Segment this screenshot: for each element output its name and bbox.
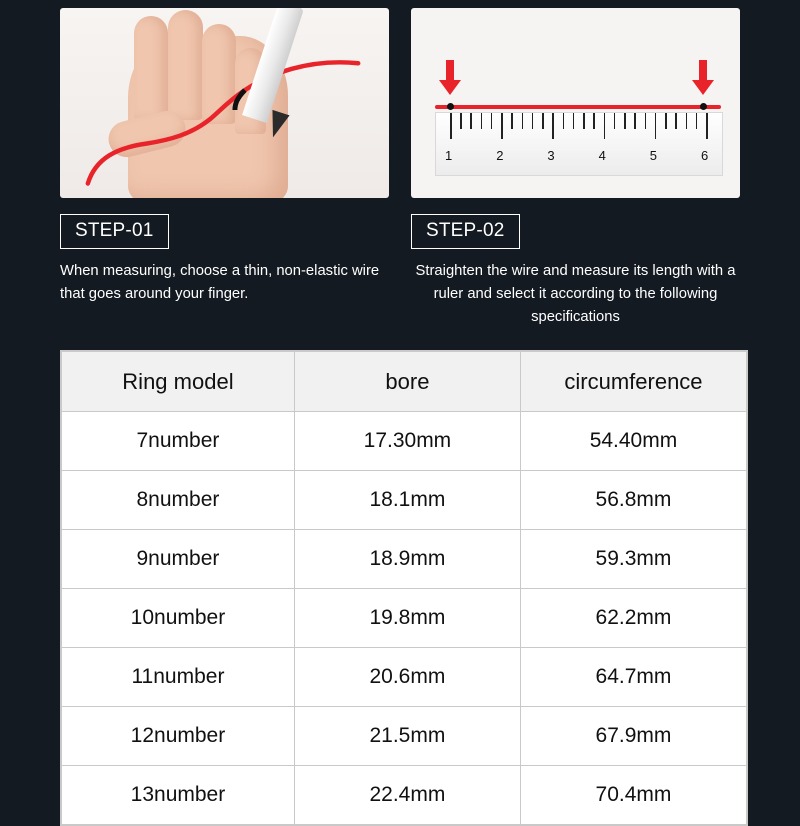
- cell-circumference: 67.9mm: [520, 707, 746, 766]
- cell-bore: 17.30mm: [294, 412, 520, 471]
- cell-ring-model: 10number: [62, 589, 295, 648]
- ruler-major-tick: [450, 113, 452, 139]
- ruler-minor-tick: [593, 113, 595, 129]
- left-arrow-stem-icon: [446, 60, 454, 82]
- step-01-text: When measuring, choose a thin, non-elastic wire that goes around your finger.: [60, 263, 380, 302]
- step-02-text: Straighten the wire and measure its length with a ruler and select it according to the following specifications: [415, 263, 736, 325]
- cell-ring-model: 13number: [62, 766, 295, 825]
- table-row: [62, 589, 747, 648]
- cell-circumference: 64.7mm: [520, 648, 746, 707]
- ruler-major-tick: [655, 113, 657, 139]
- red-wire-icon: [60, 8, 389, 198]
- ruler-major-tick: [501, 113, 503, 139]
- cell-ring-model: 11number: [62, 648, 295, 707]
- ruler-major-tick: [706, 113, 708, 139]
- cell-ring-model: 7number: [62, 412, 295, 471]
- ruler-icon: [435, 112, 723, 176]
- ruler-minor-tick: [542, 113, 544, 129]
- steps-row: [0, 198, 800, 329]
- illustration-row: [0, 0, 800, 198]
- ruler-minor-tick: [583, 113, 585, 129]
- ruler-label: 1: [445, 148, 453, 163]
- cell-circumference: 59.3mm: [520, 530, 746, 589]
- cell-ring-model: 12number: [62, 707, 295, 766]
- table-row: [62, 530, 747, 589]
- ruler-minor-tick: [522, 113, 524, 129]
- left-arrow-icon: [439, 80, 461, 95]
- table-header-row: [62, 352, 747, 412]
- cell-ring-model: 9number: [62, 530, 295, 589]
- cell-bore: 21.5mm: [294, 707, 520, 766]
- ruler-minor-tick: [696, 113, 698, 129]
- table-row: [62, 412, 747, 471]
- cell-circumference: 56.8mm: [520, 471, 746, 530]
- ruler-minor-tick: [645, 113, 647, 129]
- cell-bore: 19.8mm: [294, 589, 520, 648]
- right-arrow-icon: [692, 80, 714, 95]
- ruler-label: 6: [701, 148, 709, 163]
- ring-size-table: [60, 350, 748, 826]
- ruler-minor-tick: [634, 113, 636, 129]
- cell-ring-model: 8number: [62, 471, 295, 530]
- cell-bore: 20.6mm: [294, 648, 520, 707]
- ruler-minor-tick: [675, 113, 677, 129]
- cell-bore: 18.1mm: [294, 471, 520, 530]
- ruler-label: 5: [649, 148, 658, 163]
- ruler-minor-tick: [573, 113, 575, 129]
- ruler-minor-tick: [460, 113, 462, 129]
- ruler-minor-tick: [491, 113, 493, 129]
- cell-bore: 18.9mm: [294, 530, 520, 589]
- ruler-label: 3: [547, 148, 555, 163]
- step-01-badge: STEP-01: [60, 214, 169, 249]
- ruler-minor-tick: [614, 113, 616, 129]
- ruler-minor-tick: [532, 113, 534, 129]
- ruler-minor-tick: [624, 113, 626, 129]
- step-02-block: [411, 214, 740, 329]
- table-header-bore: bore: [294, 352, 520, 412]
- table-row: [62, 471, 747, 530]
- ruler-minor-tick: [470, 113, 472, 129]
- ruler-minor-tick: [563, 113, 565, 129]
- wire-start-dot-icon: [447, 103, 454, 110]
- ruler-minor-tick: [686, 113, 688, 129]
- step-01-block: [60, 214, 389, 329]
- ruler-minor-tick: [481, 113, 483, 129]
- ruler-label: 4: [598, 148, 606, 163]
- step-02-badge: STEP-02: [411, 214, 520, 249]
- cell-circumference: 70.4mm: [520, 766, 746, 825]
- right-arrow-stem-icon: [699, 60, 707, 82]
- table-header-ring-model: Ring model: [62, 352, 295, 412]
- ruler-major-tick: [604, 113, 606, 139]
- hand-with-wire-photo: [60, 8, 389, 198]
- ruler-minor-tick: [665, 113, 667, 129]
- table-body: [62, 412, 747, 825]
- cell-circumference: 62.2mm: [520, 589, 746, 648]
- table-row: [62, 707, 747, 766]
- table-header-circumference: circumference: [520, 352, 746, 412]
- straightened-wire-icon: [435, 105, 721, 109]
- table-row: [62, 766, 747, 825]
- wire-end-dot-icon: [700, 103, 707, 110]
- cell-bore: 22.4mm: [294, 766, 520, 825]
- ruler-label: 2: [496, 148, 504, 163]
- cell-circumference: 54.40mm: [520, 412, 746, 471]
- ruler-measuring-wire-photo: [411, 8, 740, 198]
- table-row: [62, 648, 747, 707]
- ruler-minor-tick: [511, 113, 513, 129]
- ruler-major-tick: [552, 113, 554, 139]
